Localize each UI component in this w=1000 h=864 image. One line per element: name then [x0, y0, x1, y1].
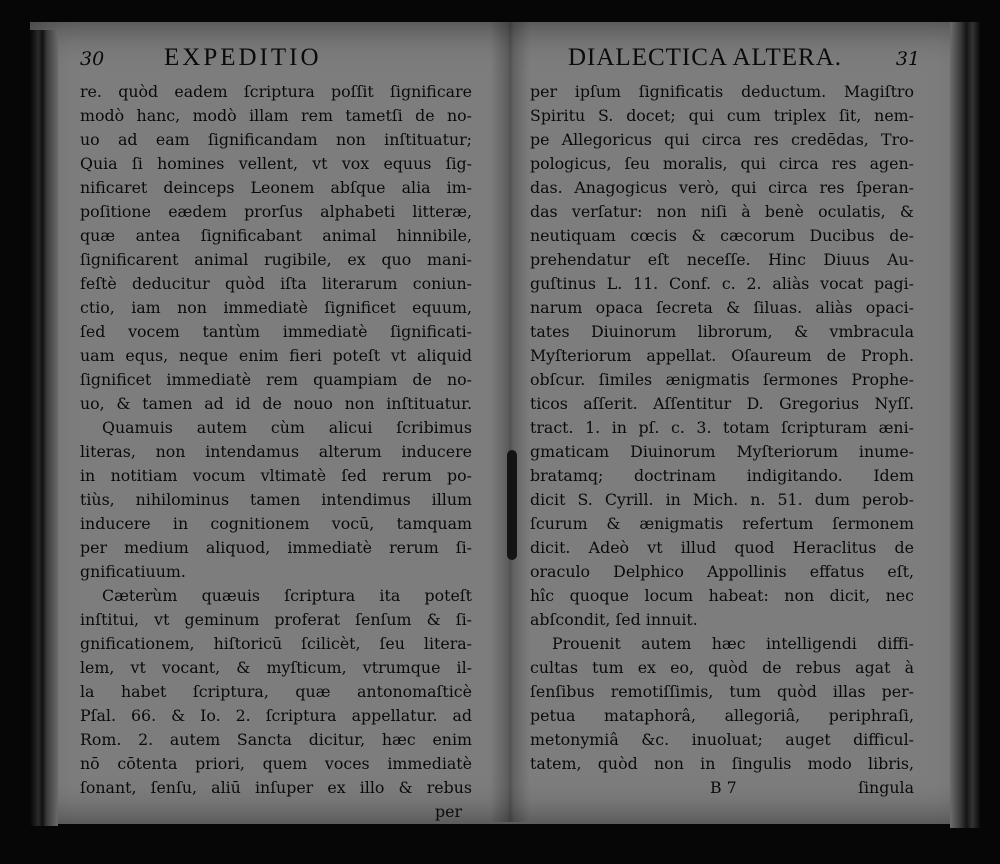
text-line: inducere in cognitionem vocū, tamquam	[80, 514, 472, 533]
text-line: nificaret deinceps Leonem abſque alia im-	[80, 178, 472, 197]
text-line: neutiquam cœcis & cæcorum Ducibus de-	[530, 226, 914, 245]
right-page-footer	[530, 776, 914, 800]
text-line: Pſal. 66. & Io. 2. ſcriptura appellatur. ad	[80, 706, 472, 725]
text-line: lem, vt vocant, & myſticum, vtrumque il-	[80, 658, 472, 677]
text-line: obſcur. ſimiles ænigmatis ſermones Prophe-	[530, 370, 914, 389]
text-line: in notitiam vocum vltimatè ſed rerum po-	[80, 466, 472, 485]
text-line: Spiritu S. docet; qui cum triplex ſit, nem-	[530, 106, 914, 125]
text-line: hîc quoque locum habeat: non dicit, nec	[530, 586, 914, 605]
catchword: per	[434, 802, 462, 821]
text-line: per ipſum ſignificatis deductum. Magiſtro	[530, 82, 914, 101]
text-line: Quamuis autem cùm alicui ſcribimus	[102, 418, 472, 437]
text-line: ticos aſſerit. Aſſentitur D. Gregorius Nyſſ.	[530, 394, 914, 413]
text-line: uo ad eam ſignificandam non inſtituatur;	[80, 130, 472, 149]
book-gutter	[490, 22, 530, 822]
text-line: das. Anagogicus verò, qui circa res ſperan-	[530, 178, 914, 197]
text-line: guſtinus L. 11. Conf. c. 2. aliàs vocat pagi-	[530, 274, 914, 293]
text-line: ſenſibus remotiſſimis, tum quòd illas per-	[530, 682, 914, 701]
left-page-edge	[30, 30, 58, 826]
text-line: modò hanc, modò illam rem tametſi de no-	[80, 106, 472, 125]
text-line: nō cōtenta priori, quem voces immediatè	[80, 754, 472, 773]
text-line: gnificatiuum.	[80, 562, 186, 581]
text-line: Quia ſi homines vellent, vt vox equus ſig-	[80, 154, 472, 173]
text-line: ctio, iam non immediatè ſignificet equum,	[80, 298, 472, 317]
text-line: narum opaca ſecreta & ſiluas. aliàs opaci-	[530, 298, 914, 317]
text-line: re. quòd eadem ſcriptura poſſit ſignificare	[80, 82, 472, 101]
text-line: quæ antea ſignificabant animal hinnibile,	[80, 226, 472, 245]
text-line: prehendatur eſt neceſſe. Hinc Diuus Au-	[530, 250, 914, 269]
right-page-header	[530, 40, 920, 80]
text-line: gmaticam Diuinorum Myſteriorum inume-	[530, 442, 914, 461]
text-line: Prouenit autem hæc intelligendi diffi-	[552, 634, 914, 653]
text-line: dicit S. Cyrill. in Mich. n. 51. dum perob-	[530, 490, 914, 509]
text-line: uam equs, neque enim fieri poteſt vt aliquid	[80, 346, 472, 365]
catchword: ſingula	[858, 778, 914, 797]
text-line: bratamq; doctrinam indigitando. Idem	[530, 466, 914, 485]
text-line: tatem, quòd non in ſingulis modo libris,	[530, 754, 914, 773]
text-line: uo, & tamen ad id de nouo non inſtituatur.	[80, 394, 472, 413]
text-line: la habet ſcriptura, quæ antonomaſticè	[80, 682, 472, 701]
text-line: tates Diuinorum librorum, & vmbracula	[530, 322, 914, 341]
text-line: Cæterùm quæuis ſcriptura ita poteſt	[102, 586, 472, 605]
text-line: pe Allegoricus qui circa res credēdas, Tro-	[530, 130, 914, 149]
text-line: Rom. 2. autem Sancta dicitur, hæc enim	[80, 730, 472, 749]
running-head: DIALECTICA ALTERA.	[568, 44, 843, 71]
text-line: literas, non intendamus alterum inducere	[80, 442, 472, 461]
text-line: ſonant, ſenſu, aliū inſuper ex illo & rebus	[80, 778, 472, 797]
text-line: pologicus, ſeu moralis, qui circa res agen-	[530, 154, 914, 173]
text-line: das verſatur: non niſi à benè oculatis, &	[530, 202, 914, 221]
text-line: metonymiâ &c. inuoluat; auget difficul-	[530, 730, 914, 749]
left-page-text	[80, 80, 472, 800]
page-number: 30	[80, 48, 105, 70]
text-line: oraculo Delphico Appollinis effatus eſt,	[530, 562, 914, 581]
text-line: ſcurum & ænigmatis refertum ſermonem	[530, 514, 914, 533]
text-line: gnificationem, hiſtoricū ſcilicèt, ſeu litera-	[80, 634, 472, 653]
left-page-footer	[80, 800, 472, 824]
text-line: per medium aliquod, immediatè rerum ſi-	[80, 538, 472, 557]
signature-mark: B 7	[710, 778, 737, 797]
text-line: ſed vocem tantùm immediatè ſignificati-	[80, 322, 472, 341]
text-line: ſignificet immediatè rem quampiam de no-	[80, 370, 472, 389]
page-number: 31	[895, 48, 920, 70]
text-line: abſcondit, ſed innuit.	[530, 610, 698, 629]
right-page-edge	[950, 22, 980, 828]
text-line: feſtè deducitur quòd iſta literarum coniun-	[80, 274, 472, 293]
right-page	[530, 40, 920, 800]
text-line: poſitione eædem prorſus alphabeti litteræ,	[80, 202, 472, 221]
text-line: Myſteriorum appellat. Oſaureum de Proph.	[530, 346, 914, 365]
right-page-text	[530, 80, 914, 776]
text-line: inſtitui, vt geminum proferat ſenſum & ſi-	[80, 610, 472, 629]
text-line: petua mataphorâ, allegoriâ, periphraſi,	[530, 706, 914, 725]
text-line: tract. 1. in pſ. c. 3. totam ſcripturam æni-	[530, 418, 914, 437]
text-line: cultas tum ex eo, quòd de rebus agat à	[530, 658, 914, 677]
spine-shadow	[507, 450, 517, 560]
left-page	[80, 40, 472, 824]
left-page-header	[80, 40, 472, 80]
text-line: ſignificarent animal rugibile, ex quo mani-	[80, 250, 472, 269]
text-line: tiùs, nihilominus tamen intendimus illum	[80, 490, 472, 509]
running-head: EXPEDITIO	[164, 44, 322, 71]
text-line: dicit. Adeò vt illud quod Heraclitus de	[530, 538, 914, 557]
